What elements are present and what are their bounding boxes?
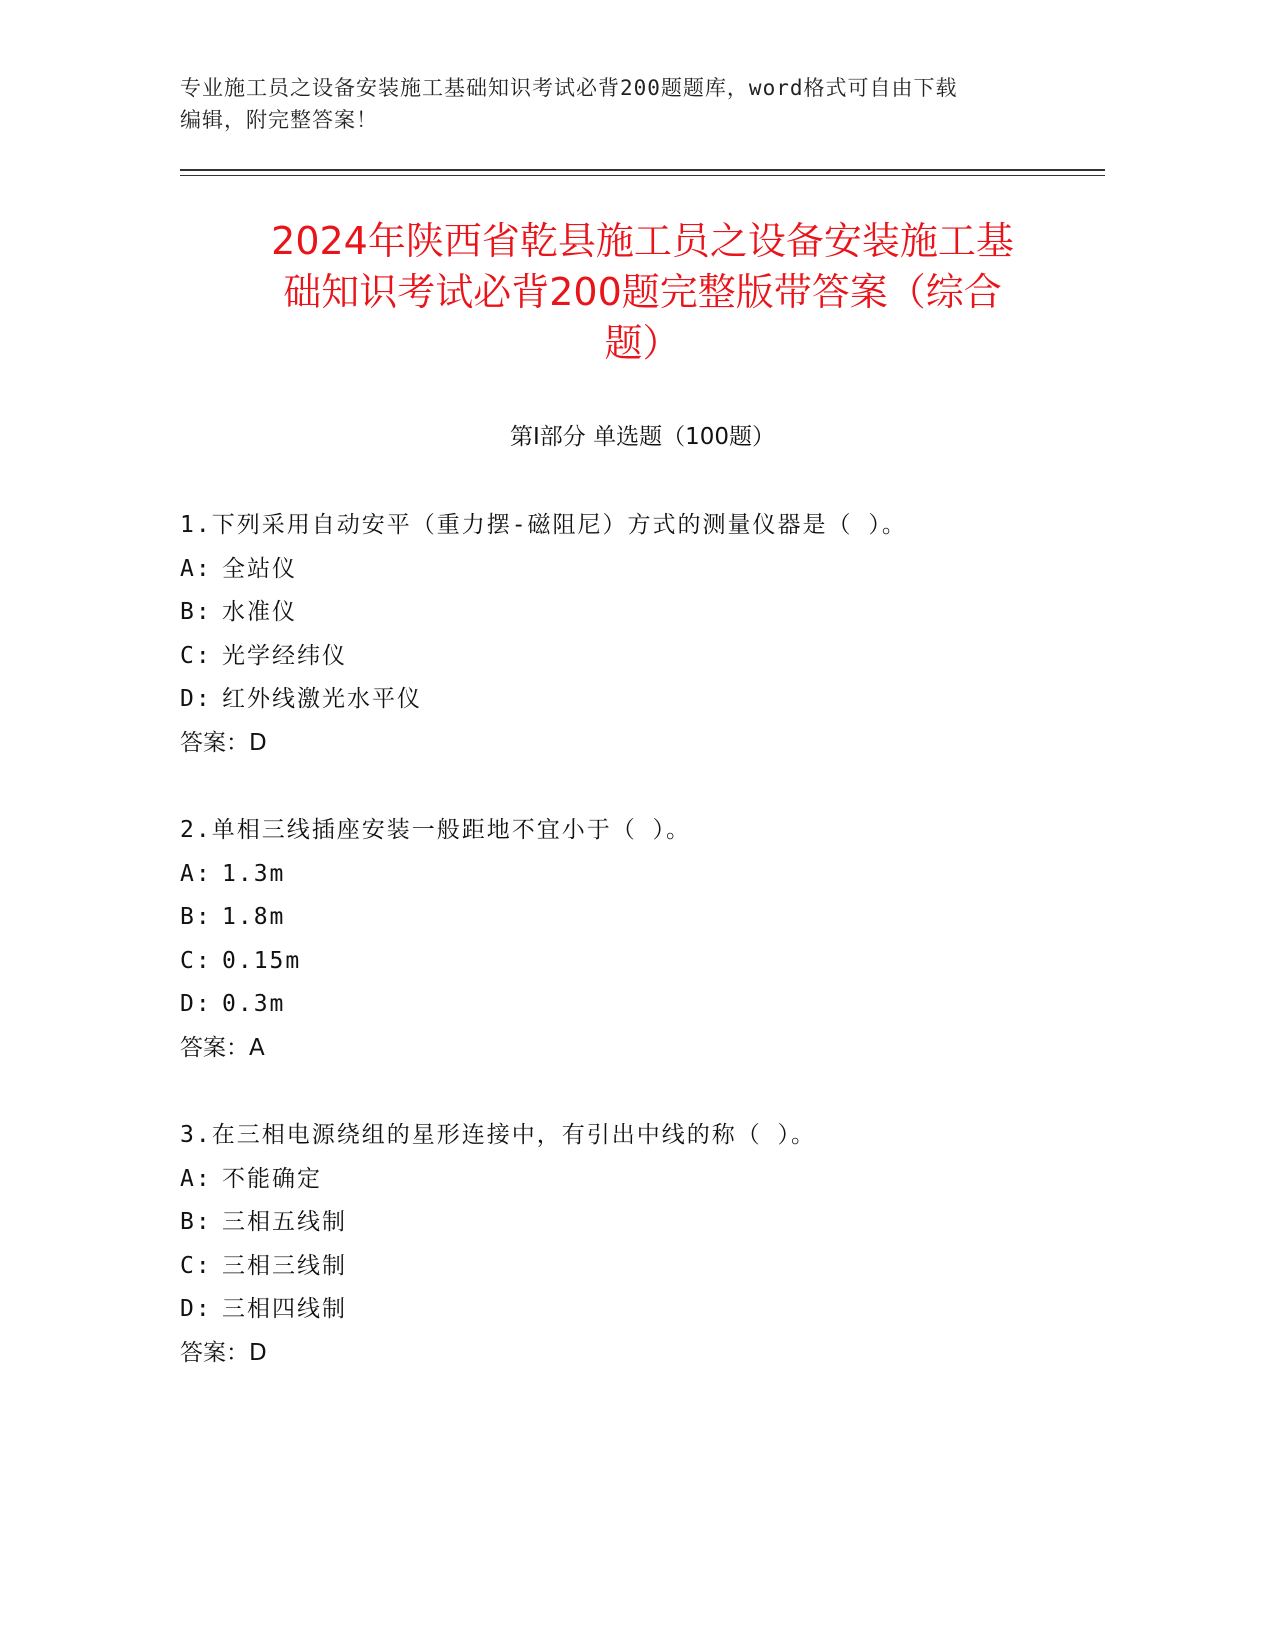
- option-c: [180, 1245, 1105, 1289]
- option-a: [180, 1158, 1105, 1202]
- option-d: [180, 1288, 1105, 1332]
- section-heading: 第I部分 单选题（100题）: [510, 424, 775, 450]
- option-text: 0.15m: [222, 947, 302, 974]
- option-key: C:: [180, 1252, 212, 1279]
- option-c: [180, 940, 1105, 984]
- answer-line: 答案：A: [180, 1034, 265, 1061]
- question-2: [180, 809, 1105, 1070]
- header-divider-thick: [180, 169, 1105, 171]
- option-text: 三相三线制: [222, 1252, 347, 1279]
- option-text: 水准仪: [222, 599, 297, 625]
- option-text: 红外线激光水平仪: [222, 686, 422, 712]
- option-key: B:: [180, 1209, 212, 1235]
- option-text: 1.3m: [222, 860, 286, 887]
- header-divider-thin: [180, 175, 1105, 176]
- document-header-note: [180, 72, 1040, 136]
- option-text: 三相四线制: [222, 1296, 347, 1322]
- option-a: [180, 853, 1105, 897]
- title-line-2: 础知识考试必背200题完整版带答案（综合: [283, 270, 1002, 314]
- question-1: [180, 504, 1105, 765]
- option-key: D:: [180, 991, 212, 1017]
- document-title: [160, 216, 1125, 369]
- option-key: A:: [180, 555, 212, 582]
- option-key: A:: [180, 860, 212, 887]
- option-b: [180, 896, 1105, 940]
- option-a: [180, 548, 1105, 592]
- option-c: [180, 635, 1105, 679]
- answer-line: 答案：D: [180, 1339, 267, 1366]
- header-note-line-2: 编辑，附完整答案！: [180, 108, 378, 132]
- option-key: C:: [180, 642, 212, 669]
- option-key: C:: [180, 947, 212, 974]
- header-note-line-1: 专业施工员之设备安装施工基础知识考试必背200题题库，word格式可自由下载: [180, 76, 958, 100]
- title-line-1: 2024年陕西省乾县施工员之设备安装施工基: [271, 219, 1014, 263]
- option-text: 1.8m: [222, 904, 286, 930]
- option-key: D:: [180, 1296, 212, 1322]
- answer-line: 答案：D: [180, 729, 267, 756]
- question-3: [180, 1114, 1105, 1375]
- option-text: 光学经纬仪: [222, 642, 347, 669]
- option-text: 0.3m: [222, 991, 286, 1017]
- question-stem: 2.单相三线插座安装一般距地不宜小于（ ）。: [180, 817, 692, 843]
- option-b: [180, 591, 1105, 635]
- question-stem: 3.在三相电源绕组的星形连接中，有引出中线的称（ ）。: [180, 1122, 817, 1148]
- option-d: [180, 983, 1105, 1027]
- option-text: 全站仪: [222, 555, 297, 582]
- option-d: [180, 678, 1105, 722]
- option-text: 不能确定: [222, 1165, 322, 1192]
- option-b: [180, 1201, 1105, 1245]
- option-key: D:: [180, 686, 212, 712]
- option-key: B:: [180, 904, 212, 930]
- question-stem: 1.下列采用自动安平（重力摆-磁阻尼）方式的测量仪器是（ ）。: [180, 512, 907, 538]
- option-text: 三相五线制: [222, 1209, 347, 1235]
- option-key: A:: [180, 1165, 212, 1192]
- option-key: B:: [180, 599, 212, 625]
- title-line-3: 题）: [604, 321, 681, 365]
